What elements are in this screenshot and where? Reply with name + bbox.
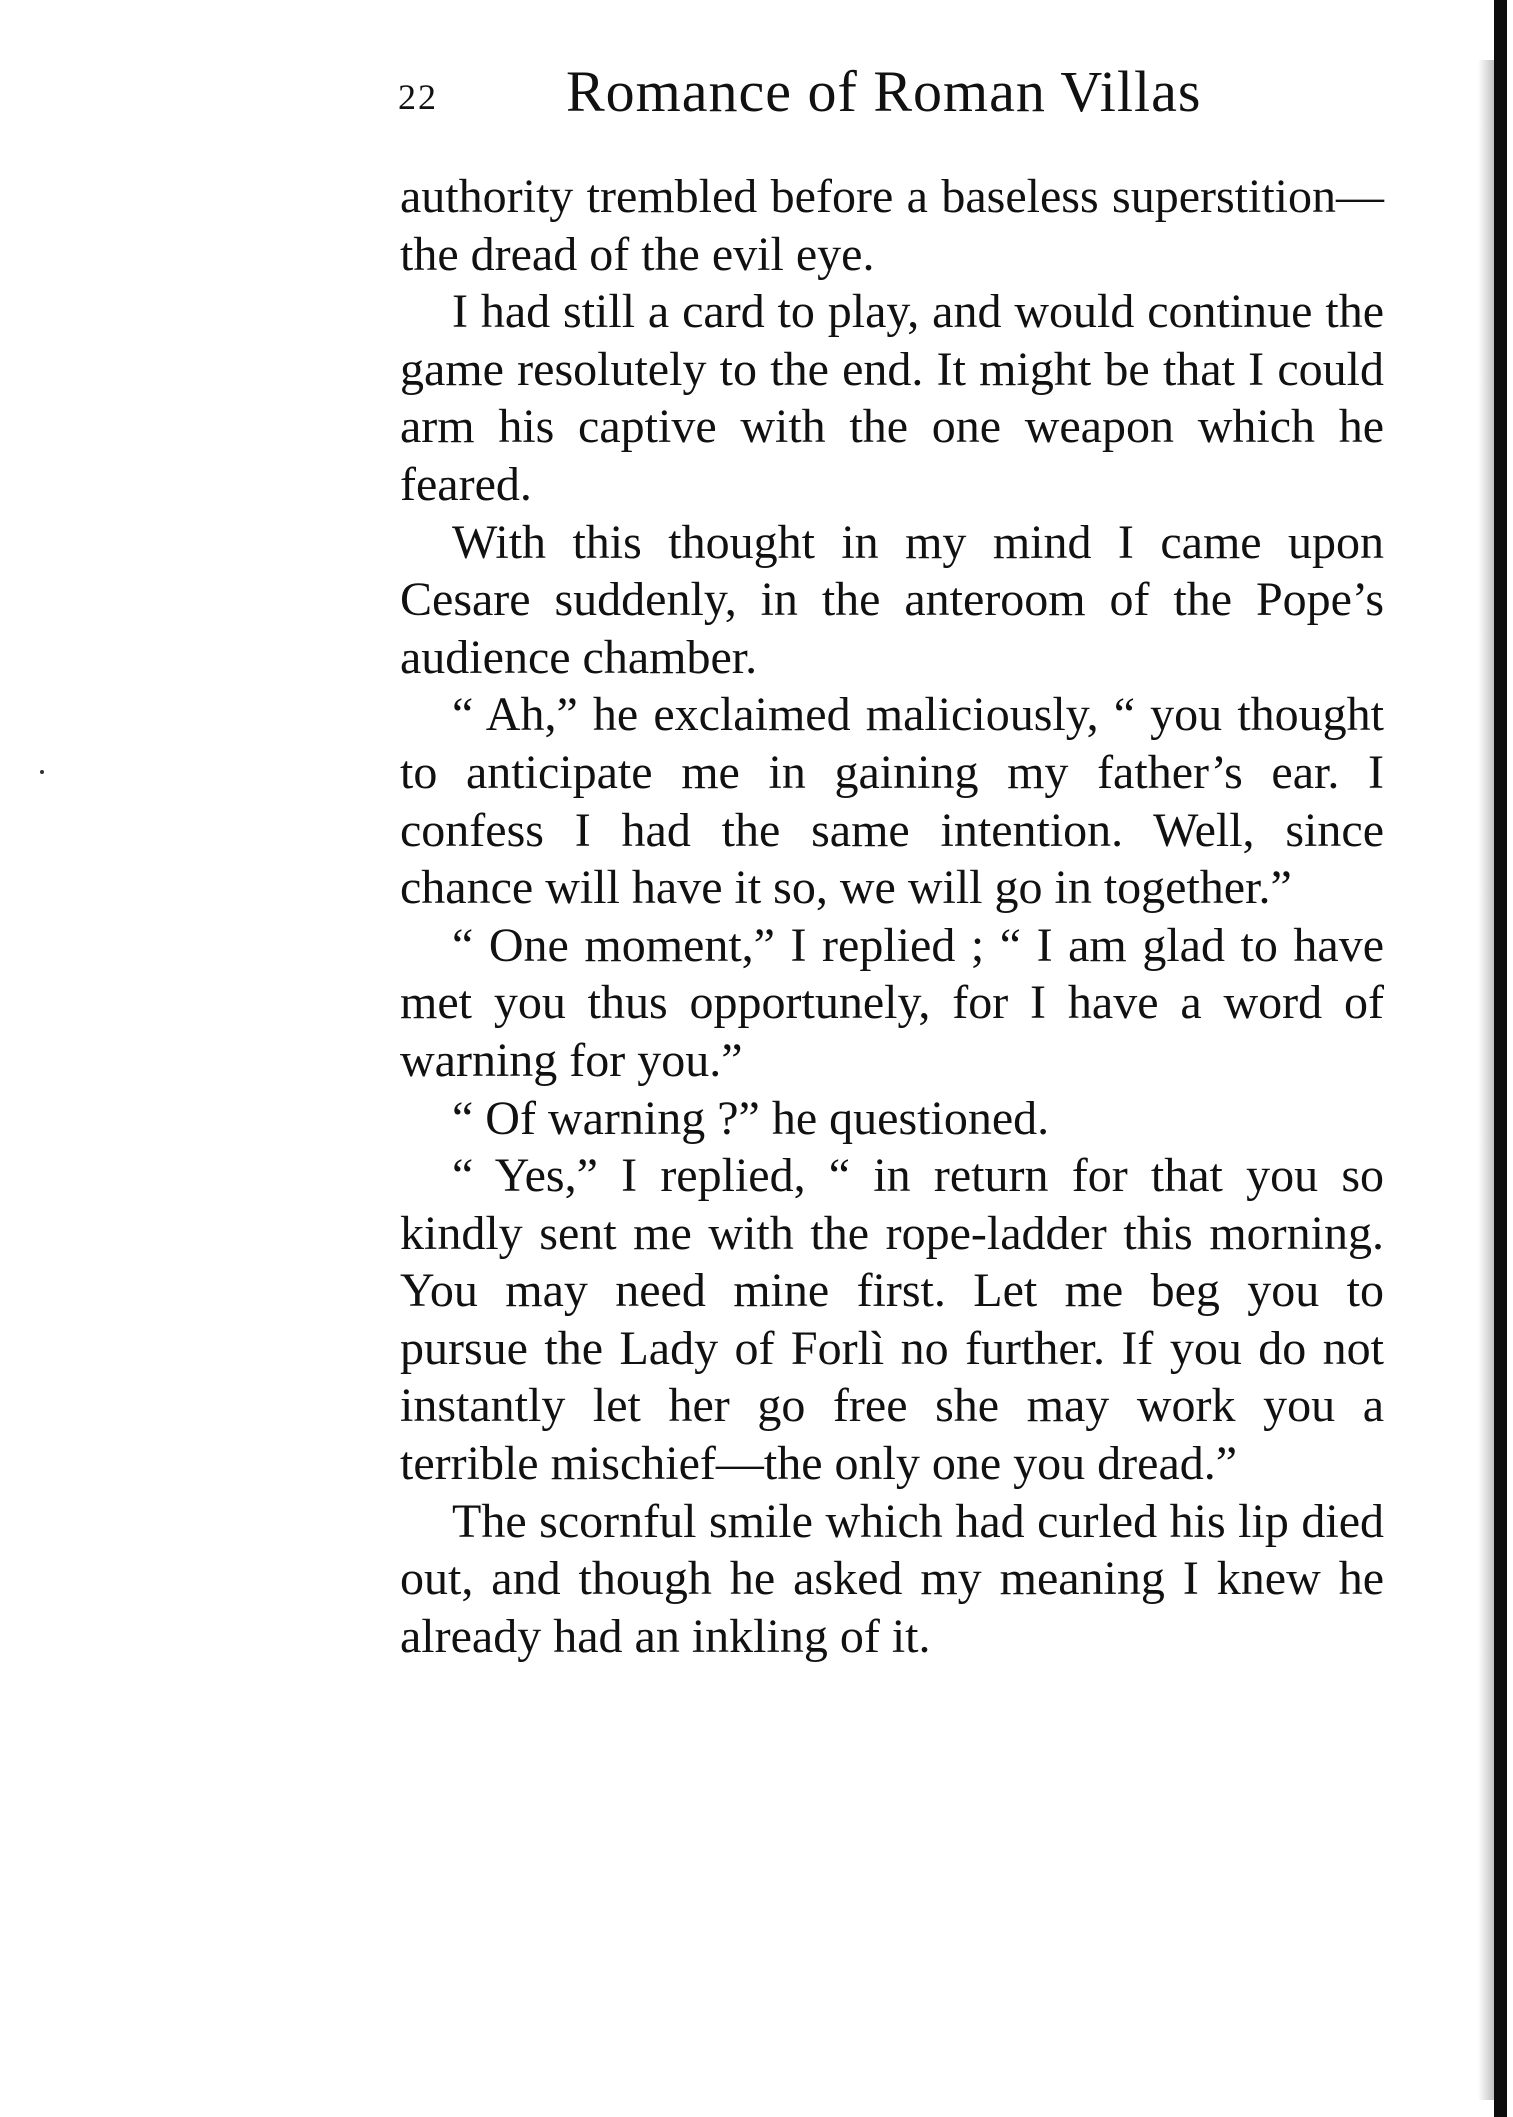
scan-speck (40, 770, 44, 774)
page-gutter-edge (1494, 0, 1507, 2117)
page-header (398, 58, 1388, 138)
running-title: Romance of Roman Villas (566, 59, 1202, 124)
paragraph: “ Of warning ?” he questioned. (452, 1091, 1050, 1145)
paragraph: “ Yes,” I replied, “ in return for that you so kindly sent me with the rope-ladder this morning. You may need mine first. Let me beg you to pursue the Lady of Forlì no further. If you do not instantly let her go free she may work you a terrible mischief—the only one you dread.” (400, 1149, 1384, 1491)
paragraph: “ Ah,” he exclaimed maliciously, “ you thought to anticipate me in gaining my father’s ear. I confess I had the same intention. Well, since chance will have it so, we will go in together.” (400, 688, 1384, 915)
paragraph: “ One moment,” I replied ; “ I am glad to have met you thus opportunely, for I have a word of warning for you.” (400, 918, 1384, 1087)
paragraph: I had still a card to play, and would continue the game resolutely to the end. It might be that I could arm his captive with the one weapon which he feared. (400, 285, 1384, 511)
paragraph: With this thought in my mind I came upon Cesare suddenly, in the anteroom of the Pope’s audience chamber. (400, 515, 1384, 684)
page-number: 22 (398, 77, 438, 117)
paragraph: The scornful smile which had curled his lip died out, and though he asked my meaning I knew he already had an inkling of it. (400, 1494, 1384, 1663)
paragraph-continued: authority trembled before a baseless superstition—the dread of the evil eye. (400, 170, 1384, 281)
body-text (400, 168, 1384, 1665)
